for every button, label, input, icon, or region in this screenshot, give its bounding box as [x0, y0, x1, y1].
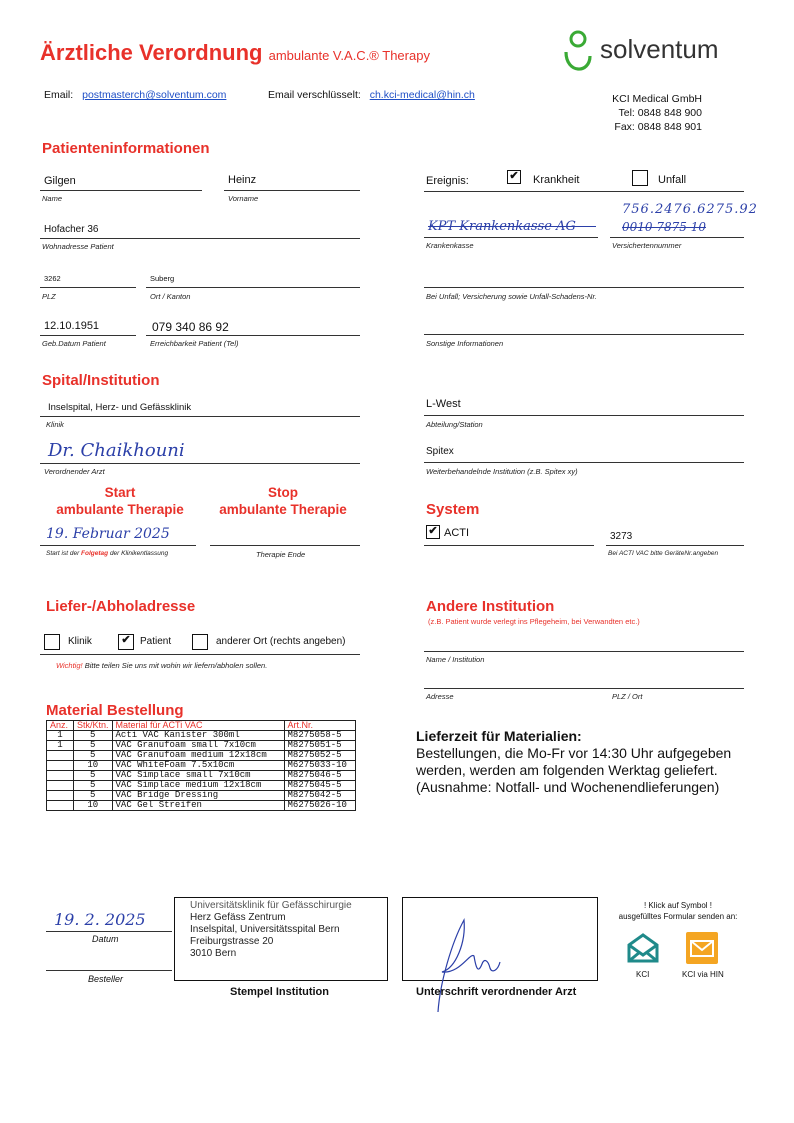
col-material: Material für ACTi VAC [112, 721, 284, 731]
klinik-value[interactable]: Inselspital, Herz- und Gefässklinik [48, 402, 192, 413]
material-row [47, 771, 356, 781]
material-row [47, 781, 356, 791]
lieferzeit-line1: Bestellungen, die Mo-Fr vor 14:30 Uhr aufgegeben [416, 745, 732, 761]
stamp-text [190, 900, 352, 960]
row-stk: 5 [74, 791, 113, 801]
row-artnr: M6275033-10 [284, 761, 355, 771]
patient-vorname[interactable]: Heinz [228, 174, 257, 186]
row-stk: 5 [74, 731, 113, 741]
unfall-label: Unfall [658, 174, 687, 186]
lieferzeit-block [416, 728, 731, 796]
arzt-value[interactable]: Dr. Chaikhouni [48, 440, 185, 461]
brand-name: solventum [600, 34, 719, 64]
click-note [610, 900, 746, 922]
weiter-value[interactable]: Spitex [426, 446, 454, 457]
spital-section-title: Spital/Institution [42, 372, 160, 389]
klinik-label: Klinik [46, 420, 64, 429]
krankenkasse-label: Krankenkasse [426, 241, 474, 250]
acti-label: ACTI [444, 527, 470, 539]
row-anz[interactable] [47, 781, 74, 791]
datum-label: Datum [92, 934, 119, 944]
row-material: VAC Simplace medium 12x18cm [112, 781, 284, 791]
start-label-a: Start ist der [46, 550, 82, 557]
row-artnr: M8275045-5 [284, 781, 355, 791]
row-material: VAC WhiteFoam 7.5x10cm [112, 761, 284, 771]
andere-name-label: Name / Institution [426, 655, 485, 664]
tel-label: Erreichbarkeit Patient (Tel) [150, 339, 239, 348]
stamp-line2: Herz Gefäss Zentrum [190, 912, 286, 923]
delivery-title: Liefer-/Abholadresse [46, 598, 196, 615]
material-title: Material Bestellung [46, 702, 184, 719]
patient-section-title: Patienteninformationen [42, 140, 210, 157]
stempel-label: Stempel Institution [230, 986, 329, 998]
stamp-line4: Freiburgstrasse 20 [190, 936, 274, 947]
kci-hin-label: KCI via HIN [682, 970, 724, 979]
stamp-line1: Universitätsklinik für Gefässchirurgie [190, 900, 352, 911]
plz-label: PLZ [42, 292, 56, 301]
andere-adresse-label: Adresse [426, 692, 454, 701]
abteilung-value[interactable]: L-West [426, 398, 461, 410]
lieferzeit-line2: werden, werden am folgenden Werktag geliefert. [416, 762, 718, 778]
row-artnr: M8275052-5 [284, 751, 355, 761]
row-material: VAC Granufoam small 7x10cm [112, 741, 284, 751]
email-link[interactable]: postmasterch@solventum.com [82, 89, 227, 101]
lieferzeit-title: Lieferzeit für Materialien: [416, 728, 582, 744]
row-anz[interactable] [47, 761, 74, 771]
geraet-label: Bei ACTI VAC bitte GeräteNr.angeben [608, 550, 719, 557]
title-main: Ärztliche Verordnung [40, 40, 263, 65]
ort-label: Ort / Kanton [150, 292, 191, 301]
unfall-checkbox[interactable] [632, 170, 648, 186]
email-enc-label: Email verschlüsselt: [268, 89, 361, 101]
patient-address[interactable]: Hofacher 36 [44, 224, 99, 235]
row-material: VAC Simplace small 7x10cm [112, 771, 284, 781]
sonstige-label: Sonstige Informationen [426, 339, 504, 348]
title-sub: ambulante V.A.C.® Therapy [268, 48, 430, 63]
stop-title-2: ambulante Therapie [219, 502, 347, 517]
delivery-patient-checkbox[interactable]: ✔ [118, 634, 134, 650]
start-date-value[interactable]: 19. Februar 2025 [46, 526, 170, 542]
delivery-klinik-label: Klinik [68, 636, 92, 647]
unfall-versicherung-label: Bei Unfall; Versicherung sowie Unfall-Schadens-Nr. [426, 292, 597, 301]
row-anz[interactable]: 1 [47, 731, 74, 741]
stop-title [208, 484, 358, 518]
form-title [40, 40, 430, 66]
versichertennr-label: Versichertennummer [612, 241, 682, 250]
delivery-anderer-checkbox[interactable] [192, 634, 208, 650]
besteller-label: Besteller [88, 974, 124, 984]
col-artnr: Art.Nr. [284, 721, 355, 731]
versichertennr-old: 0010 7875 10 [622, 220, 706, 234]
row-stk: 10 [74, 801, 113, 811]
start-label-b: Folgetag [81, 550, 109, 557]
patient-plz[interactable]: 3262 [44, 274, 61, 283]
stop-title-1: Stop [268, 485, 298, 500]
andere-plz-label: PLZ / Ort [612, 692, 643, 701]
company-info [612, 92, 702, 134]
row-material: VAC Bridge Dressing [112, 791, 284, 801]
row-anz[interactable] [47, 751, 74, 761]
row-anz[interactable] [47, 801, 74, 811]
material-row [47, 751, 356, 761]
material-row [47, 741, 356, 751]
row-material: VAC Granufoam medium 12x18cm [112, 751, 284, 761]
row-artnr: M6275026-10 [284, 801, 355, 811]
row-artnr: M8275058-5 [284, 731, 355, 741]
lieferzeit-line3: (Ausnahme: Notfall- und Wochenendlieferungen) [416, 779, 720, 795]
solventum-logo-icon [560, 28, 596, 74]
dob-label: Geb.Datum Patient [42, 339, 106, 348]
system-title: System [426, 501, 480, 518]
geraet-value[interactable]: 3273 [610, 531, 633, 542]
material-row [47, 761, 356, 771]
krankenkasse-strike [428, 226, 596, 227]
company-fax: Fax: 0848 848 901 [614, 121, 702, 133]
row-stk: 10 [74, 761, 113, 771]
start-title [46, 484, 194, 518]
row-artnr: M8275042-5 [284, 791, 355, 801]
envelope-hin-icon [686, 932, 718, 964]
krankenkasse-value[interactable]: KPT Krankenkasse AG [428, 219, 576, 234]
datum-value[interactable]: 19. 2. 2025 [54, 910, 146, 929]
signature-scribble [420, 912, 510, 1016]
krankheit-label: Krankheit [533, 174, 580, 186]
patient-ort[interactable]: Suberg [150, 274, 175, 283]
row-artnr: M8275046-5 [284, 771, 355, 781]
patient-name[interactable]: Gilgen [44, 175, 76, 187]
row-stk: 5 [74, 771, 113, 781]
email-label: Email: [44, 89, 74, 101]
kci-hin-send-button[interactable] [686, 932, 718, 964]
row-anz[interactable] [47, 791, 74, 801]
material-row [47, 801, 356, 811]
ereignis-label: Ereignis: [426, 175, 469, 187]
abteilung-label: Abteilung/Station [426, 420, 483, 429]
ende-label: Therapie Ende [256, 550, 306, 559]
arzt-label: Verordnender Arzt [44, 467, 105, 476]
delivery-note-b: Bitte teilen Sie uns mit wohin wir liefern/abholen sollen. [82, 661, 268, 670]
start-title-2: ambulante Therapie [56, 502, 184, 517]
address-label: Wohnadresse Patient [42, 242, 114, 251]
row-stk: 5 [74, 741, 113, 751]
click-line2: ausgefülltes Formular senden an: [618, 912, 738, 921]
krankheit-checkbox[interactable]: ✔ [507, 170, 521, 184]
weiter-label: Weiterbehandelnde Institution (z.B. Spitex xy) [426, 467, 578, 476]
name-label: Name [42, 194, 63, 203]
email-enc-link[interactable]: ch.kci-medical@hin.ch [369, 89, 475, 101]
row-anz[interactable] [47, 771, 74, 781]
row-material: VAC Gel Streifen [112, 801, 284, 811]
andere-title: Andere Institution [426, 598, 555, 615]
start-title-1: Start [104, 485, 136, 500]
company-tel: Tel: 0848 848 900 [618, 107, 702, 119]
click-line1: ! Klick auf Symbol ! [643, 901, 713, 910]
delivery-klinik-checkbox[interactable] [44, 634, 60, 650]
row-stk: 5 [74, 751, 113, 761]
col-anz: Anz. [47, 721, 74, 731]
delivery-anderer-label: anderer Ort (rechts angeben) [216, 636, 346, 647]
stamp-line5: 3010 Bern [190, 948, 237, 959]
andere-subtitle: (z.B. Patient wurde verlegt ins Pflegeheim, bei Verwandten etc.) [428, 617, 640, 626]
kci-label: KCI [636, 970, 650, 979]
stamp-line3: Inselspital, Universitätsspital Bern [190, 924, 340, 935]
delivery-note [56, 661, 267, 670]
delivery-patient-label: Patient [140, 636, 172, 647]
material-row [47, 791, 356, 801]
material-row [47, 731, 356, 741]
start-label [46, 550, 168, 557]
vorname-label: Vorname [228, 194, 259, 203]
row-stk: 5 [74, 781, 113, 791]
patient-tel[interactable]: 079 340 86 92 [152, 320, 229, 334]
row-artnr: M8275051-5 [284, 741, 355, 751]
versichertennr-value[interactable]: 756.2476.6275.92 [622, 202, 758, 217]
signature-label: Unterschrift verordnender Arzt [416, 986, 577, 998]
company-name: KCI Medical GmbH [612, 93, 702, 105]
solventum-logo [560, 28, 740, 78]
email-row [44, 89, 226, 101]
delivery-note-a: Wichtig! [56, 661, 83, 670]
kci-send-button[interactable] [626, 933, 660, 963]
patient-dob[interactable]: 12.10.1951 [44, 320, 100, 332]
email-enc-row [268, 89, 475, 101]
material-table [46, 720, 356, 811]
row-anz[interactable]: 1 [47, 741, 74, 751]
material-header-row [47, 721, 356, 731]
row-material: Acti VAC Kanister 300ml [112, 731, 284, 741]
envelope-icon [626, 933, 660, 963]
acti-checkbox[interactable]: ✔ [426, 525, 440, 539]
col-stk: Stk/Ktn. [74, 721, 113, 731]
start-label-c: der Klinikentlassung [108, 550, 169, 557]
